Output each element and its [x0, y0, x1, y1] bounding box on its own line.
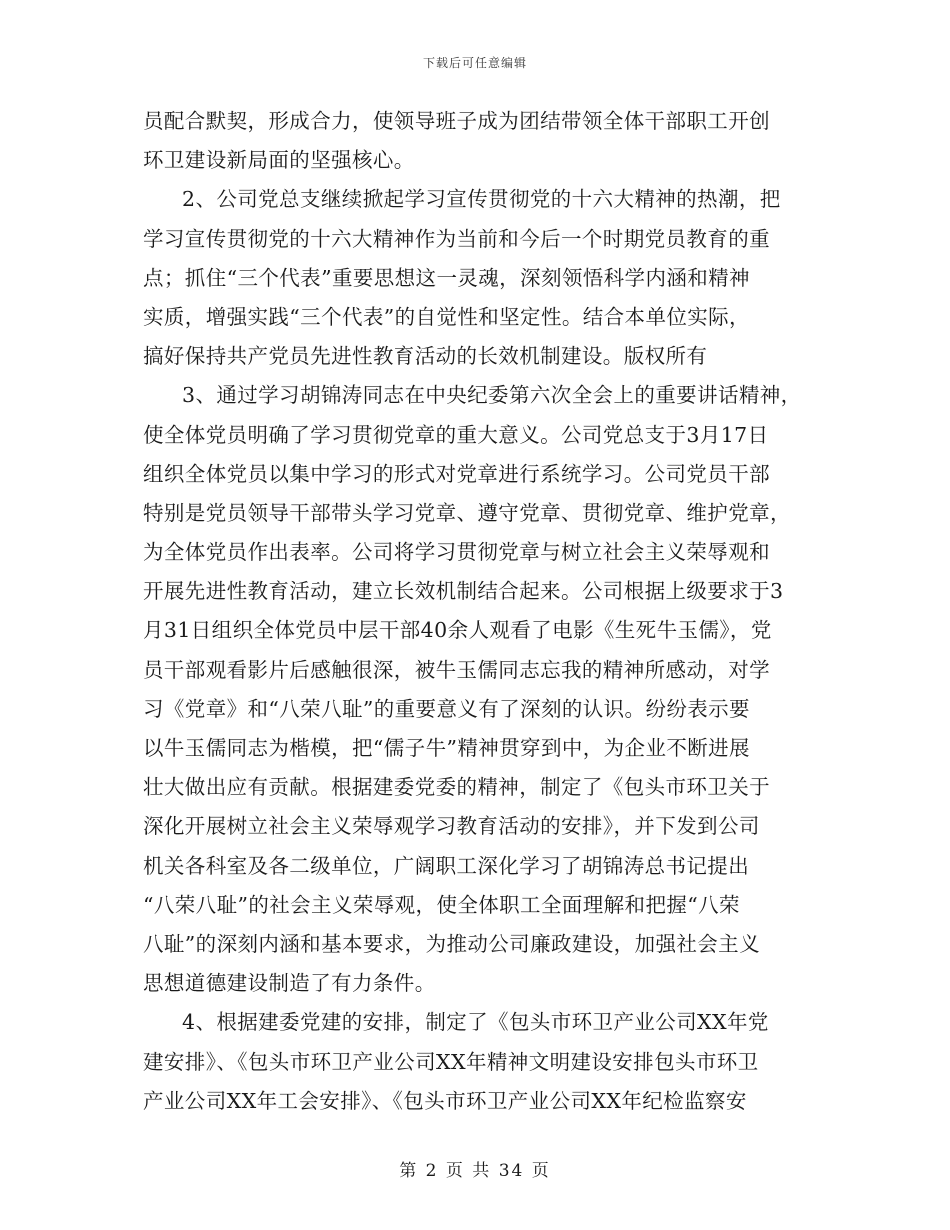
text-line: 组织全体党员以集中学习的形式对党章进行系统学习。公司党员干部 — [143, 461, 770, 486]
text-line: 为全体党员作出表率。公司将学习贯彻党章与树立社会主义荣辱观和 — [143, 540, 770, 565]
text-line: 机关各科室及各二级单位，广阔职工深化学习了胡锦涛总书记提出 — [143, 853, 750, 878]
text-line: 开展先进性教育活动，建立长效机制结合起来。公司根据上级要求于3 — [143, 579, 784, 604]
text-line: 月31日组织全体党员中层干部40余人观看了电影《生死牛玉儒》，党 — [143, 618, 772, 643]
text-line: 深化开展树立社会主义荣辱观学习教育活动的安排》，并下发到公司 — [143, 814, 760, 839]
text-line: 4、根据建委党建的安排，制定了《包头市环卫产业公司XX年党 — [182, 1010, 769, 1035]
text-line: 习《党章》和“八荣八耻”的重要意义有了深刻的认识。纷纷表示要 — [143, 696, 750, 721]
text-line: 点；抓住“三个代表”重要思想这一灵魂，深刻领悟科学内涵和精神 — [143, 265, 750, 290]
text-line: 壮大做出应有贡献。根据建委党委的精神，制定了《包头市环卫关于 — [143, 775, 770, 800]
text-line: 学习宣传贯彻党的十六大精神作为当前和今后一个时期党员教育的重 — [143, 226, 770, 251]
text-line: 员配合默契，形成合力，使领导班子成为团结带领全体干部职工开创 — [143, 109, 770, 133]
text-line: 建安排》、《包头市环卫产业公司XX年精神文明建设安排包头市环卫 — [143, 1049, 759, 1074]
text-line: 搞好保持共产党员先进性教育活动的长效机制建设。版权所有 — [143, 344, 708, 369]
page-number-footer: 第 2 页 共 34 页 — [399, 1161, 551, 1181]
text-line: “八荣八耻”的社会主义荣辱观，使全体职工全面理解和把握“八荣 — [143, 892, 740, 917]
text-line: 员干部观看影片后感触很深，被牛玉儒同志忘我的精神所感动，对学 — [143, 657, 770, 682]
text-line: 产业公司XX年工会安排》、《包头市环卫产业公司XX年纪检监察安 — [143, 1088, 747, 1113]
text-line: 思想道德建设制造了有力条件。 — [143, 971, 436, 996]
text-line: 特别是党员领导干部带头学习党章、遵守党章、贯彻党章、维护党章， — [143, 500, 791, 525]
text-line: 环卫建设新局面的坚强核心。 — [143, 148, 415, 173]
text-line: 以牛玉儒同志为楷模，把“儒子牛”精神贯穿到中，为企业不断进展 — [143, 736, 750, 760]
page-header: 下载后可任意编辑 — [422, 56, 527, 70]
text-line: 3、通过学习胡锦涛同志在中央纪委第六次全会上的重要讲话精神， — [182, 383, 802, 408]
text-line: 2、公司党总支继续掀起学习宣传贯彻党的十六大精神的热潮，把 — [182, 187, 781, 212]
text-line: 实质，增强实践“三个代表”的自觉性和坚定性。结合本单位实际， — [143, 304, 750, 329]
document-body — [143, 102, 823, 1121]
text-line: 使全体党员明确了学习贯彻党章的重大意义。公司党总支于3月17日 — [143, 422, 769, 447]
text-line: 八耻”的深刻内涵和基本要求，为推动公司廉政建设，加强社会主义 — [143, 931, 760, 956]
